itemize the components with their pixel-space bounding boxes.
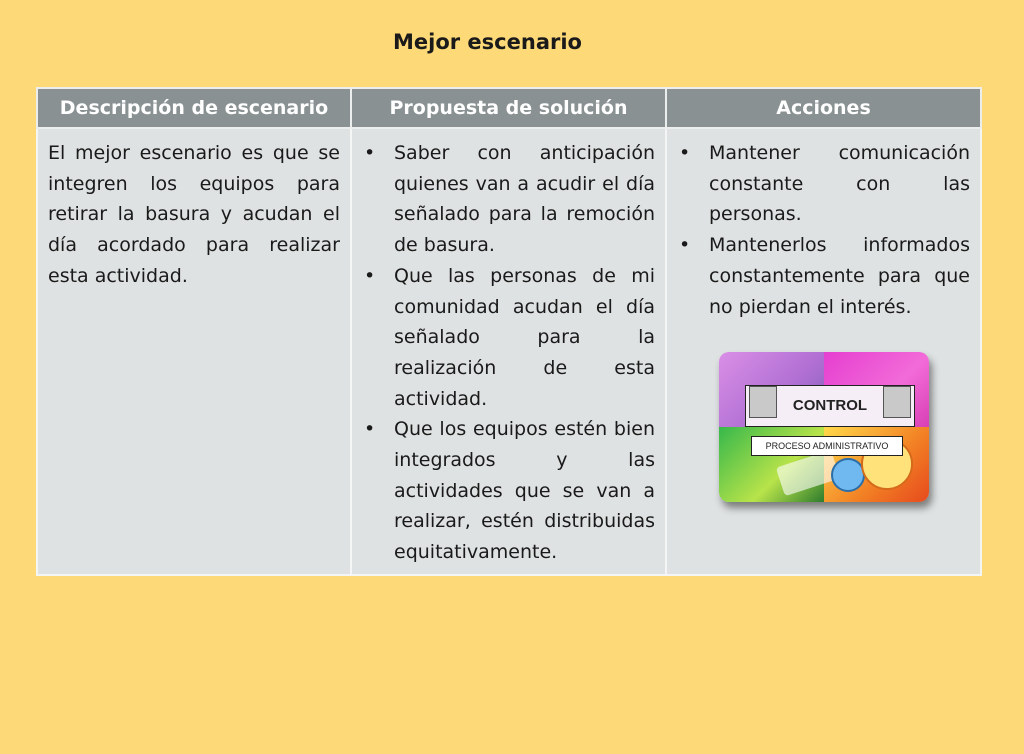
table-header-row	[37, 88, 981, 128]
bullet-icon: •	[679, 234, 691, 257]
header-actions: Acciones	[666, 88, 981, 128]
list-item	[362, 414, 655, 568]
list-item	[677, 138, 970, 230]
person-at-desk-icon	[883, 386, 911, 418]
bullet-icon: •	[679, 142, 691, 164]
proposal-list	[362, 138, 655, 568]
table-row	[37, 128, 981, 575]
actions-cell	[666, 128, 981, 575]
proposal-text: Que los equipos estén bien integrados y las actividades que se van a realizar, estén distribuidas equitativamente.	[394, 418, 655, 564]
action-text: Mantenerlos informados constantemente para que no pierdan el interés.	[709, 234, 970, 318]
network-icon	[831, 458, 865, 492]
list-item	[362, 138, 655, 261]
person-at-desk-icon	[749, 386, 777, 418]
list-item	[362, 261, 655, 415]
header-proposal: Propuesta de solución	[351, 88, 666, 128]
bullet-icon: •	[364, 142, 376, 164]
action-text: Mantener comunicación constante con las personas.	[709, 142, 970, 226]
bullet-icon: •	[364, 264, 376, 287]
description-cell: El mejor escenario es que se integren los equipos para retirar la basura y acudan el día acordado para realizar esta actividad.	[37, 128, 351, 575]
control-label: CONTROL	[745, 385, 915, 427]
page-title: Mejor escenario	[393, 30, 582, 54]
list-item	[677, 230, 970, 322]
actions-list	[677, 138, 970, 322]
control-process-image	[719, 352, 929, 502]
proposal-text: Saber con anticipación quienes van a acudir el día señalado para la remoción de basura.	[394, 142, 655, 257]
scenario-table	[36, 87, 982, 576]
proposal-cell	[351, 128, 666, 575]
proposal-text: Que las personas de mi comunidad acudan el día señalado para la realización de esta actividad.	[394, 264, 655, 410]
bullet-icon: •	[364, 418, 376, 441]
process-label: PROCESO ADMINISTRATIVO	[751, 436, 903, 456]
header-description: Descripción de escenario	[37, 88, 351, 128]
